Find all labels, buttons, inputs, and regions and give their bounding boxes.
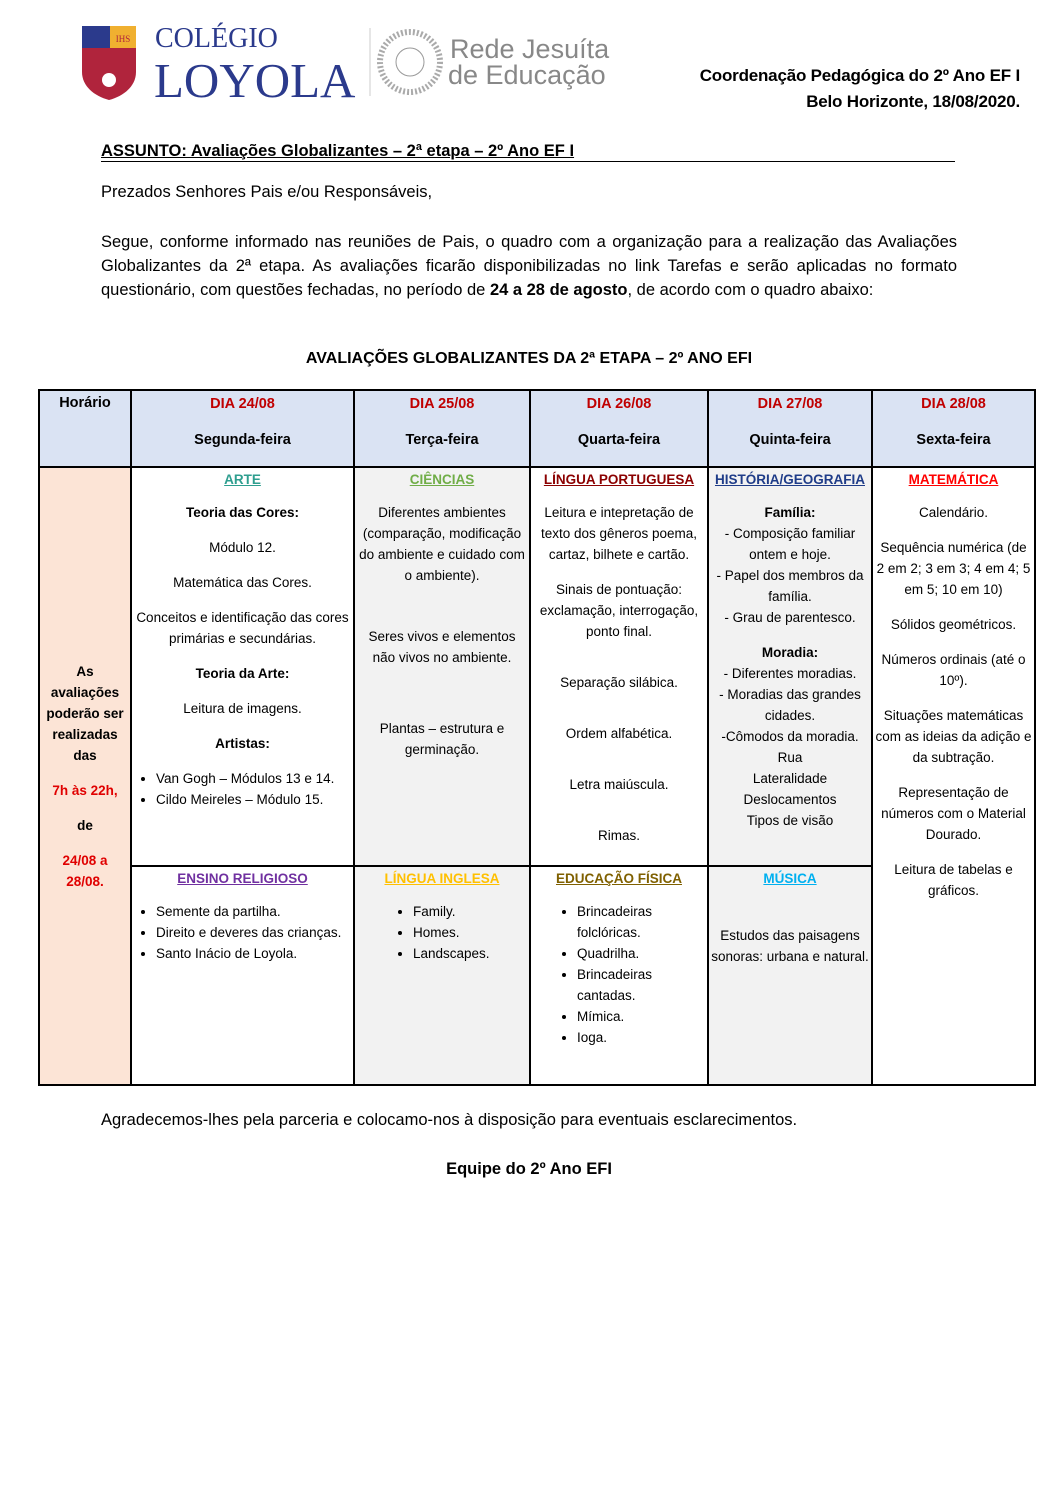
table-row (39, 467, 1035, 866)
portugues-cell: LÍNGUA PORTUGUESA Leitura e intepretação de texto dos gêneros poema, cartaz, bilhete e cartão. Sinais de pontuação: exclamação, interrogação, ponto final. Separação silábica. Ordem alfabética. Letra maiúscula. Rimas. (530, 467, 708, 866)
day-header: DIA 24/08 Segunda-feira (131, 390, 354, 467)
coordination-title: Coordenação Pedagógica do 2º Ano EF I (699, 66, 1020, 85)
religioso-cell: ENSINO RELIGIOSO • Semente da partilha. • Direito e deveres das crianças. • Santo Inácio de Loyola. (131, 866, 354, 1085)
body-paragraph: Segue, conforme informado nas reuniões de Pais, o quadro com a organização para a realização das Avaliações Globalizantes da 2ª etapa. As avaliações ficarão disponibilizadas no link Tarefas e serão aplicadas no formato questionário, com questões fechadas, no período de 24 a 28 de agosto, de acordo com o quadro abaixo: (101, 233, 957, 299)
school-logo (80, 22, 620, 102)
horario-header: Horário (39, 390, 131, 467)
arte-cell: ARTE Teoria das Cores: Módulo 12. Matemática das Cores. Conceitos e identificação das cores primárias e secundárias. Teoria da Arte: Leitura de imagens. Artistas: • Van Gogh – Módulos 13 e 14. • Cildo Meireles – Módulo 15. (131, 467, 354, 866)
svg-text:COLÉGIO: COLÉGIO (155, 23, 278, 54)
educacao-fisica-cell: EDUCAÇÃO FÍSICA • Brincadeiras folclóricas. • Quadrilha. • Brincadeiras cantadas. • Mímica. • Ioga. (530, 866, 708, 1085)
day-header: DIA 25/08 Terça-feira (354, 390, 530, 467)
historia-geografia-cell: HISTÓRIA/GEOGRAFIA Família: - Composição familiar ontem e hoje. - Papel dos membros da família. - Grau de parentesco. Moradia: - Diferentes moradias. - Moradias das grandes cidades. -Cômodos da moradia. Rua Lateralidade Deslocamentos Tipos de visão (708, 467, 872, 866)
greeting: Prezados Senhores Pais e/ou Responsáveis, (101, 183, 433, 201)
svg-text:LOYOLA: LOYOLA (154, 53, 356, 102)
header-row (39, 390, 1035, 467)
day-header: DIA 27/08 Quinta-feira (708, 390, 872, 467)
table-title: AVALIAÇÕES GLOBALIZANTES DA 2ª ETAPA – 2º ANO EFI (305, 350, 753, 367)
time-cell: As avaliações poderão ser realizadas das 7h às 22h, de 24/08 a 28/08. (39, 467, 131, 1085)
svg-text:Rede Jesuíta: Rede Jesuíta (450, 34, 610, 64)
svg-text:IHS: IHS (115, 34, 131, 44)
ciencias-cell: CIÊNCIAS Diferentes ambientes (comparação, modificação do ambiente e cuidado com o ambiente). Seres vivos e elementos não vivos no ambiente. Plantas – estrutura e germinação. (354, 467, 530, 866)
matematica-cell: MATEMÁTICA Calendário. Sequência numérica (de 2 em 2; 3 em 3; 4 em 4; 5 em 5; 10 em 10) Sólidos geométricos. Números ordinais (até o 10º). Situações matemáticas com as ideias da adição e da subtração. Representação de números com o Material Dourado. Leitura de tabelas e gráficos. (872, 467, 1035, 1085)
ingles-cell: LÍNGUA INGLESA • Family. • Homes. • Landscapes. (354, 866, 530, 1085)
day-header: DIA 26/08 Quarta-feira (530, 390, 708, 467)
evaluation-schedule-table (38, 389, 1036, 1086)
day-header: DIA 28/08 Sexta-feira (872, 390, 1035, 467)
svg-text:de Educação: de Educação (448, 60, 606, 90)
subject-line: ASSUNTO: Avaliações Globalizantes – 2ª etapa – 2º Ano EF I (101, 141, 955, 162)
musica-cell: MÚSICA Estudos das paisagens sonoras: urbana e natural. (708, 866, 872, 1085)
place-date: Belo Horizonte, 18/08/2020. (806, 92, 1020, 111)
signature: Equipe do 2º Ano EFI (446, 1160, 612, 1178)
closing-text: Agradecemos-lhes pela parceria e colocamo-nos à disposição para eventuais esclarecimentos. (101, 1111, 798, 1129)
